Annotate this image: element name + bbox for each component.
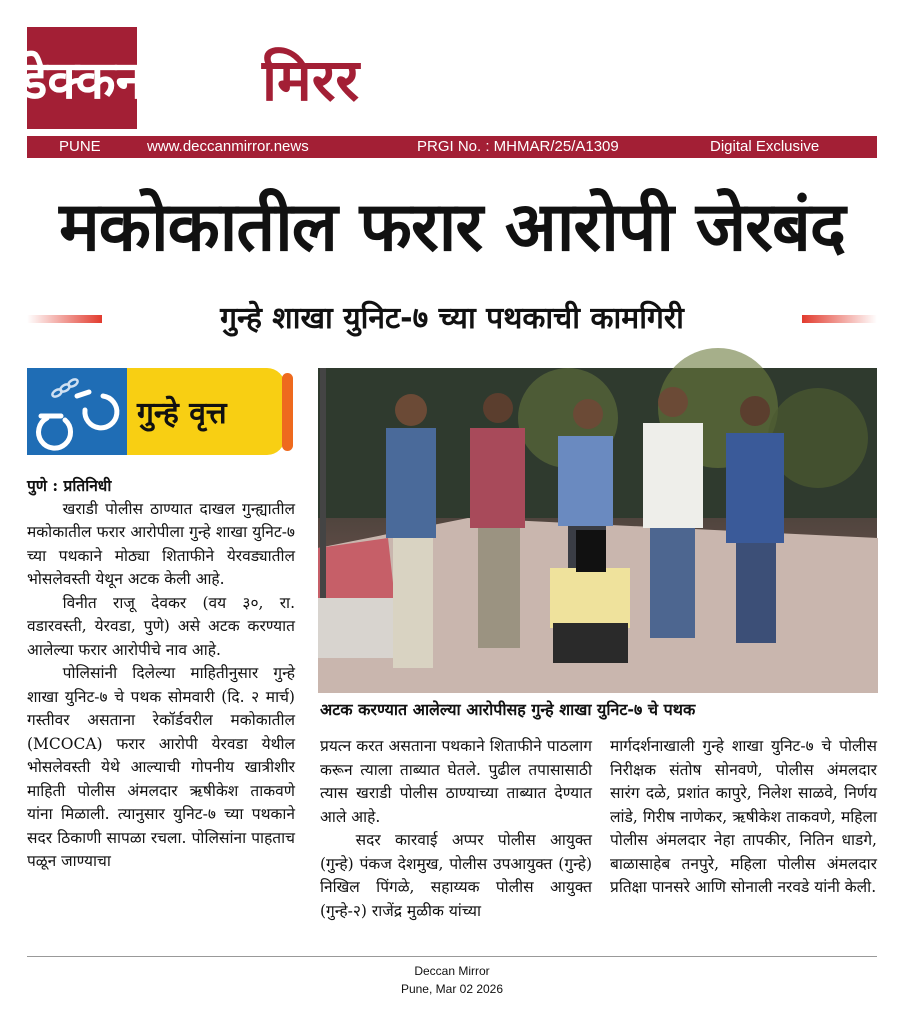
paragraph: खराडी पोलीस ठाण्यात दाखल गुन्ह्यातील मकोकातील फरार आरोपीला गुन्हे शाखा युनिट-७ च्या पथकाने मोठ्या शिताफीने येरवड्यातील भोसलेवस्ती येथून अटक केली आहे. — [27, 499, 295, 588]
section-badge — [27, 368, 285, 455]
paragraph: विनीत राजू देवकर (वय ३०, रा. वडारवस्ती, येरवडा, पुणे) असे अटक करण्यात आलेल्या फरार आरोपीचे नाव आहे. — [27, 593, 295, 659]
city-label: PUNE — [59, 138, 101, 155]
footer — [27, 962, 877, 998]
footer-publication: Deccan Mirror — [414, 964, 490, 978]
photo-caption: अटक करण्यात आलेल्या आरोपीसह गुन्हे शाखा युनिट-७ चे पथक — [320, 700, 696, 719]
decorative-line-right — [802, 315, 877, 323]
logo-word-1: डेक्कन — [19, 50, 145, 111]
logo-word-2: मिरर — [262, 46, 360, 114]
edition-tag: Digital Exclusive — [710, 138, 820, 155]
handcuffs-icon — [27, 368, 127, 455]
paragraph: प्रयत्न करत असताना पथकाने शिताफीने पाठलाग करून त्याला ताब्यात घेतले. पुढील तपासासाठी त्यास खराडी पोलीस ठाण्याच्या ताब्यात देण्यात आले आहे. — [320, 737, 592, 826]
paragraph: सदर कारवाई अप्पर पोलीस आयुक्त (गुन्हे) पंकज देशमुख, पोलीस उपआयुक्त (गुन्हे) निखिल पिंगळे, सहाय्यक पोलीस आयुक्त (गुन्हे-२) राजेंद्र मुळीक यांच्या — [320, 831, 592, 920]
article-column-2 — [320, 735, 592, 923]
section-badge-label: गुन्हे वृत्त — [127, 368, 285, 455]
dateline: पुणे : प्रतिनिधी — [27, 476, 112, 495]
paragraph: मार्गदर्शनाखाली गुन्हे शाखा युनिट-७ चे पोलीस निरीक्षक संतोष सोनवणे, पोलीस अंमलदार सारंग दळे, प्रशांत कापुरे, निलेश साळवे, निर्णय लांडे, गिरीष नाणेकर, ऋषीकेश ताकवणे, महिला पोलीस अंमलदार नेहा तापकीर, नितिन धाडगे, बाळासाहेब तनपुरे, महिला पोलीस अंमलदार प्रतिक्षा पानसरे आणि सोनाली नरवडे यांनी केली. — [610, 737, 877, 896]
badge-accent-bar — [282, 373, 293, 451]
article-photo — [318, 368, 877, 693]
subheadline-block — [27, 296, 877, 342]
masthead-logo — [19, 27, 145, 129]
article-column-1 — [27, 474, 295, 874]
article-column-3 — [610, 735, 877, 900]
paragraph: पोलिसांनी दिलेल्या माहितीनुसार गुन्हे शाखा युनिट-७ चे पथक सोमवारी (दि. २ मार्च) गस्तीवर असताना रेकॉर्डवरील मकोकातील (MCOCA) फरार आरोपी येरवडा येथील भोसलेवस्ती येथे आल्याची गोपनीय खात्रीशीर माहिती पोलीस अंमलदार ऋषीकेश ताकवणे यांना मिळाली. त्यानुसार युनिट-७ च्या पथकाने सदर ठिकाणी सापळा रचला. पोलिसांना पाहताच पळून जाण्याचा — [27, 664, 295, 870]
masthead-info-bar — [27, 136, 877, 158]
footer-divider — [27, 956, 877, 957]
subheadline: गुन्हे शाखा युनिट-७ च्या पथकाची कामगिरी — [220, 301, 684, 336]
prgi-number: PRGI No. : MHMAR/25/A1309 — [417, 138, 619, 155]
decorative-line-left — [27, 315, 102, 323]
footer-place-date: Pune, Mar 02 2026 — [400, 982, 504, 996]
headline: मकोकातील फरार आरोपी जेरबंद — [59, 188, 845, 267]
website-link[interactable]: www.deccanmirror.news — [147, 138, 309, 155]
